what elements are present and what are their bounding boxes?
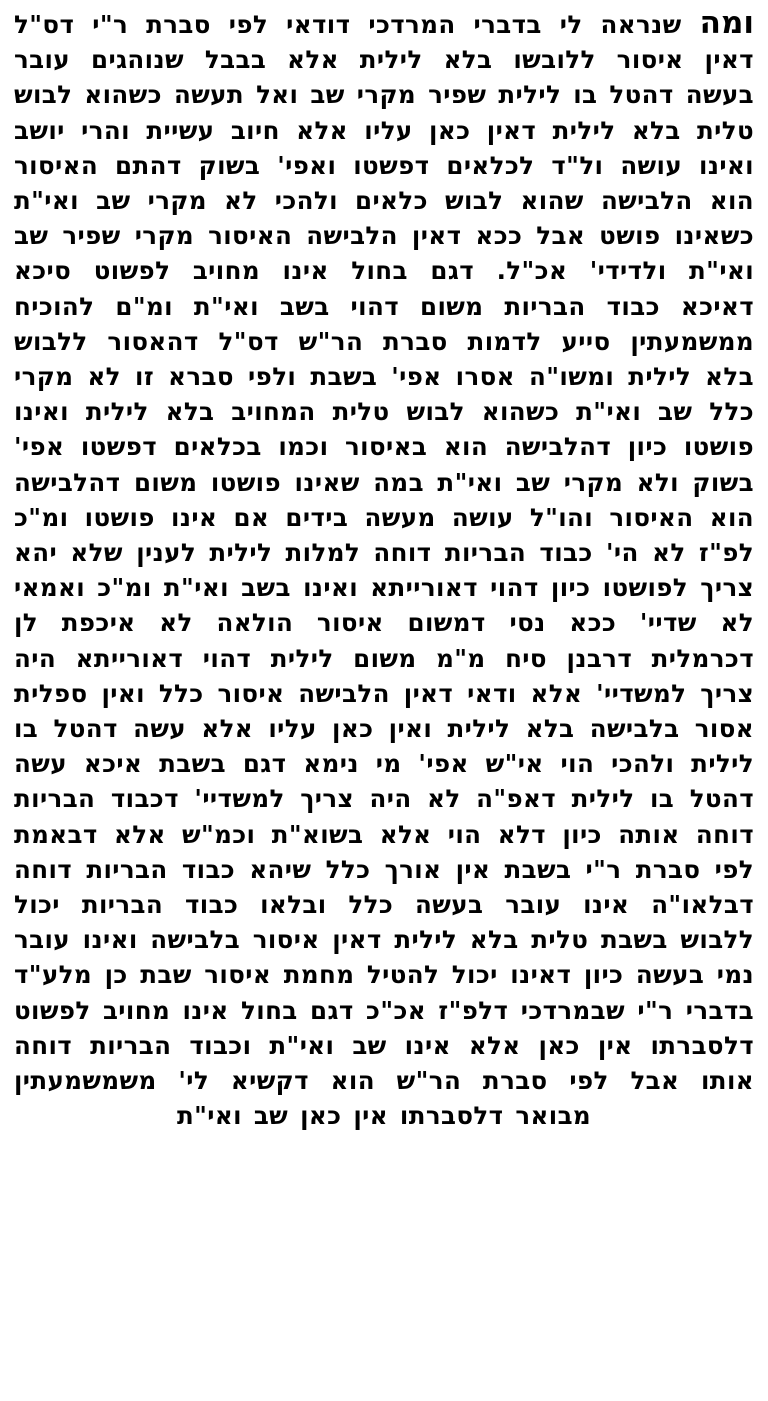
body-line: דאורייתא ואינו בשב ואי"ת ומ"כ ואמאי לא שדיי' ככא נסי bbox=[14, 573, 754, 638]
paragraph-body bbox=[14, 6, 754, 1134]
body-line: דוחה למלות לילית לענין שלא יהא צריך לפושטו כיון דהוי bbox=[14, 538, 755, 603]
body-line: משום לילית דהוי דאורייתא היה צריך למשדיי' אלא ודאי bbox=[14, 643, 754, 708]
body-line: ר"י שבמרדכי דלפ"ז אכ"כ דגם בחול אינו מחויב לפשוט bbox=[14, 995, 674, 1025]
body-line: בשוק דהתם האיסור הוא הלבישה שהוא לבוש כלאים ולהכי bbox=[14, 150, 754, 216]
body-line: ולפי סברא זו לא מקרי כלל שב ואי"ת כשהוא לבוש טלית bbox=[14, 362, 754, 427]
body-line: ואי"ת ומ"ם להוכיח ממשמעתין סייע לדמות סברת הר"ש bbox=[14, 291, 754, 356]
body-line: דס"ל דאין איסור ללובשו בלא לילית אלא בבבל שנוהגים bbox=[14, 10, 754, 75]
body-line: דמשום איסור הולאה לא איכפת לן דכרמלית דרבנן סיח מ"מ bbox=[14, 608, 755, 673]
body-line: אי"ש אפי' מי נימא דגם בשבת איכא עשה דהטל בו לילית bbox=[14, 749, 754, 814]
body-line: אינו עובר בעשה כלל ובלאו כבוד הבריות יכול ללבוש בשבת bbox=[14, 890, 754, 955]
body-line: מעשה בידים אם אינו פושטו ומ"כ לפ"ז לא הי' כבוד הבריות bbox=[14, 502, 754, 568]
body-line: שנראה לי בדברי המרדכי דודאי לפי סברת ר"י bbox=[92, 10, 682, 39]
body-line: ר"י בשבת אין אורך כלל שיהא כבוד הבריות דוחה דבלאו"ה bbox=[14, 854, 754, 920]
body-line: שאינו פושטו משום דהלבישה הוא האיסור והו"ל עושה bbox=[14, 467, 754, 532]
body-line: עשיית והרי יושב ואינו עושה ול"ד לכלאים דפשטו ואפי' bbox=[14, 115, 754, 180]
body-line: אבל לפי סברת הר"ש הוא דקשיא לי' משמשמעתין מבואר bbox=[14, 1066, 680, 1131]
body-line: דאין הלבישה איסור כלל ואין ספלית אסור בלבישה בלא bbox=[14, 678, 755, 744]
body-line: כיון דאינו יכול להטיל מחמת איסור שבת כן מלע"ד בדברי bbox=[14, 960, 754, 1025]
body-line: טלית בלא לילית דאין איסור בלבישה ואינו עובר נמי בעשה bbox=[14, 925, 755, 990]
body-line: לילית ואין כאן עליו אלא עשה דהטל בו לילית ולהכי הוי bbox=[14, 714, 754, 779]
body-line: דלסברתו אין כאן שב ואי"ת bbox=[176, 1101, 504, 1131]
body-line: וכמו בכלאים דפשטו אפי' בשוק ולא מקרי שב ואי"ת במה bbox=[14, 432, 754, 497]
body-line: המחויב בלא לילית ואינו פושטו כיון דהלבישה הוא באיסור bbox=[14, 397, 754, 462]
body-line: דס"ל דהאסור ללבוש בלא לילית ומשו"ה אסרו אפי' בשבת bbox=[14, 326, 754, 392]
body-line: האיסור מקרי שפיר שב ואי"ת ולדידי' אכ"ל. דגם בחול אינו bbox=[14, 221, 755, 286]
body-line: כשהוא לבוש טלית בלא לילית דאין כאן עליו אלא חיוב bbox=[14, 80, 755, 145]
body-text bbox=[14, 6, 754, 1134]
body-line: לא מקרי שב ואי"ת כשאינו פושט אבל ככא דאין הלבישה bbox=[14, 186, 754, 251]
body-line: דלסברתו אין כאן אלא אינו שב ואי"ת וכבוד הבריות דוחה אותו bbox=[14, 1030, 754, 1096]
body-line: מחויב לפשוט סיכא דאיכא כבוד הבריות משום דהוי בשב bbox=[14, 256, 755, 321]
body-line: דאפ"ה לא היה צריך למשדיי' דכבוד הבריות דוחה אותה bbox=[14, 784, 755, 849]
body-line: כיון דלא הוי אלא בשוא"ת וכמ"ש אלא דבאמת לפי סברת bbox=[14, 819, 754, 884]
opening-word: ומה bbox=[699, 5, 755, 41]
body-line: עובר בעשה דהטל בו לילית שפיר מקרי שב ואל תעשה bbox=[14, 45, 754, 110]
